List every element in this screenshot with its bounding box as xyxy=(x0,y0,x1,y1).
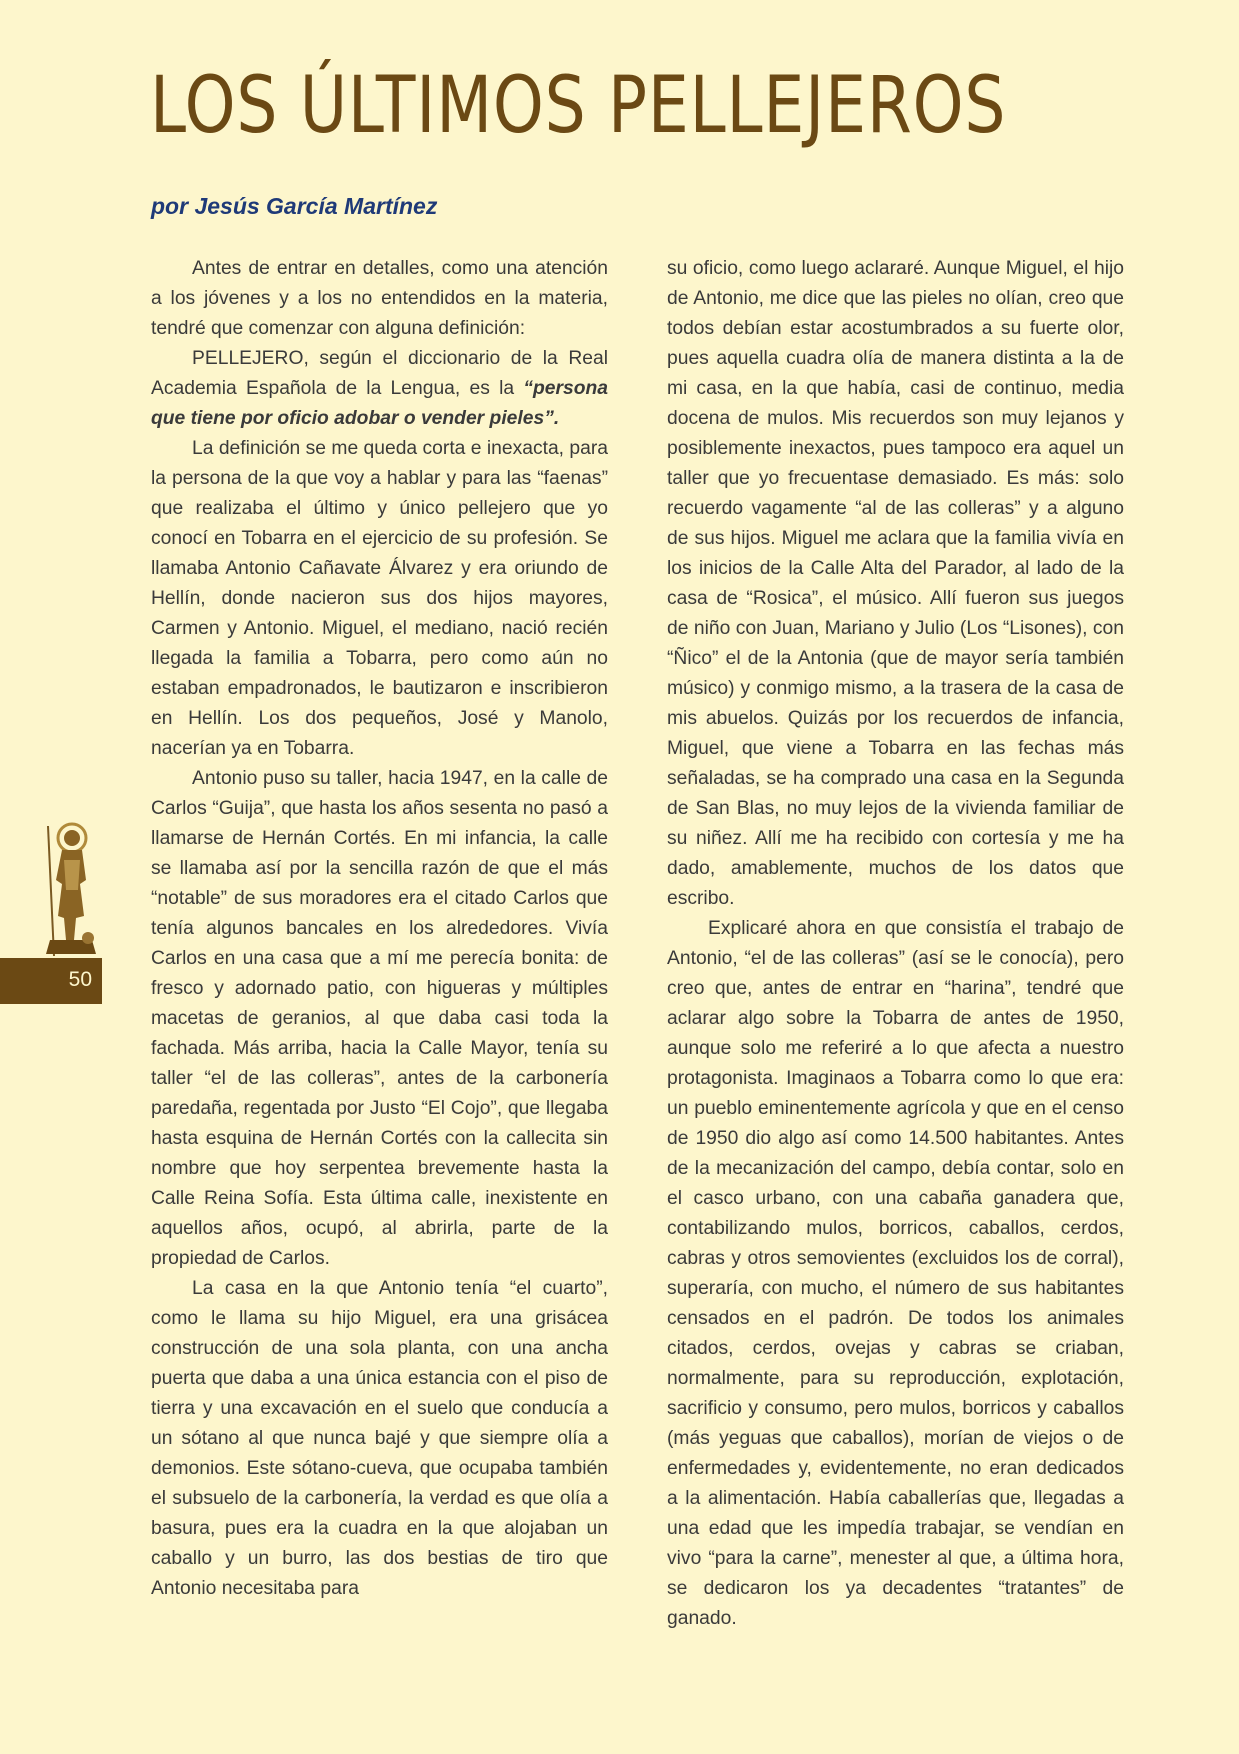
paragraph-house-continued: su oficio, como luego aclararé. Aunque Miguel, el hijo de Antonio, me dice que las pieles no olían, creo que todos debían estar acostumbrados a su fuerte olor, pues aquella cuadra olía de manera distinta a la de mi casa, en la que había, casi de continuo, media docena de mulos. Mis recuerdos son muy lejanos y posiblemente inexactos, pues tampoco era aquel un taller que yo frecuentase demasiado. Es más: solo recuerdo vagamente “al de las colleras” y a alguno de sus hijos. Miguel me aclara que la familia vivía en los inicios de la Calle Alta del Parador, al lado de la casa de “Rosica”, el músico. Allí fueron sus juegos de niño con Juan, Mariano y Julio (Los “Lisones), con “Ñico” el de la Antonia (que de mayor sería también músico) y conmigo mismo, a la trasera de la casa de mis abuelos. Quizás por los recuerdos de infancia, Miguel, que viene a Tobarra en las fechas más señaladas, se ha comprado una casa en la Segunda de San Blas, no muy lejos de la vivienda familiar de su niñez. Allí me ha recibido con cortesía y me ha dado, amablemente, muchos de los datos que escribo. xyxy=(667,258,1124,909)
page-number: 50 xyxy=(68,968,92,991)
text-column-left xyxy=(151,254,608,1604)
definition-lead: PELLEJERO, según el diccionario de la Real Academia Española de la Lengua, es la xyxy=(151,348,608,399)
article-title: LOS ÚLTIMOS PELLEJEROS xyxy=(150,61,1007,151)
page-number-box xyxy=(0,958,102,1004)
paragraph-intro: Antes de entrar en detalles, como una atención a los jóvenes y a los no entendidos en la materia, tendré que comenzar con alguna definición: xyxy=(151,258,608,339)
text-column-right xyxy=(667,254,1124,1634)
paragraph-definition xyxy=(151,344,608,434)
paragraph-workshop: Antonio puso su taller, hacia 1947, en la calle de Carlos “Guija”, que hasta los años sesenta no pasó a llamarse de Hernán Cortés. En mi infancia, la calle se llamaba así por la sencilla razón de que el más “notable” de sus moradores era el citado Carlos que tenía algunos bancales en los alrededores. Vivía Carlos en una casa que a mí me perecía bonita: de fresco y adornado patio, con higueras y múltiples macetas de geranios, al que daba casi toda la fachada. Más arriba, hacia la Calle Mayor, tenía su taller “el de las colleras”, antes de la carbonería paredaña, regentada por Justo “El Cojo”, que llegaba hasta esquina de Hernán Cortés con la callecita sin nombre que hoy serpentea brevemente hasta la Calle Reina Sofía. Esta última calle, inexistente en aquellos años, ocupó, al abrirla, parte de la propiedad de Carlos. xyxy=(151,768,608,1269)
article-byline: por Jesús García Martínez xyxy=(151,193,438,219)
paragraph-tobarra: Explicaré ahora en que consistía el trabajo de Antonio, “el de las colleras” (así se le conocía), pero creo que, antes de entrar en “harina”, tendré que aclarar algo sobre la Tobarra de antes de 1950, aunque solo me referiré a lo que afecta a nuestro protagonista. Imaginaos a Tobarra como lo que era: un pueblo eminentemente agrícola y que en el censo de 1950 dio algo así como 14.500 habitantes. Antes de la mecanización del campo, debía contar, solo en el casco urbano, con una cabaña ganadera que, contabilizando mulos, borricos, caballos, cerdos, cabras y otros semovientes (excluidos los de corral), superaría, con mucho, el número de sus habitantes censados en el padrón. De todos los animales citados, cerdos, ovejas y cabras se criaban, normalmente, para su reproducción, explotación, sacrificio y consumo, pero mulos, borricos y caballos (más yeguas que caballos), morían de viejos o de enfermedades y, evidentemente, no eran dedicados a la alimentación. Había caballerías que, llegadas a una edad que les impedía trabajar, se vendían en vivo “para la carne”, menester al que, a última hora, se dedicaron los ya decadentes “tratantes” de ganado. xyxy=(667,918,1124,1629)
paragraph-house: La casa en la que Antonio tenía “el cuarto”, como le llama su hijo Miguel, era una grisácea construcción de una sola planta, con una ancha puerta que daba a una única estancia con el piso de tierra y una excavación en el suelo que conducía a un sótano al que nunca bajé y que siempre olía a demonios. Este sótano-cueva, que ocupaba también el subsuelo de la carbonería, la verdad es que olía a basura, pues era la cuadra en la que alojaban un caballo y un burro, las dos bestias de tiro que Antonio necesitaba para xyxy=(151,1278,608,1599)
definition-quote: “persona que tiene por oficio adobar o vender pieles”. xyxy=(151,378,608,429)
saint-figurine-icon xyxy=(36,820,106,960)
paragraph-antonio: La definición se me queda corta e inexacta, para la persona de la que voy a hablar y para las “faenas” que realizaba el último y único pellejero que yo conocí en Tobarra en el ejercicio de su profesión. Se llamaba Antonio Cañavate Álvarez y era oriundo de Hellín, donde nacieron sus dos hijos mayores, Carmen y Antonio. Miguel, el mediano, nació recién llegada la familia a Tobarra, pero como aún no estaban empadronados, le bautizaron e inscribieron en Hellín. Los dos pequeños, José y Manolo, nacerían ya en Tobarra. xyxy=(151,438,608,759)
